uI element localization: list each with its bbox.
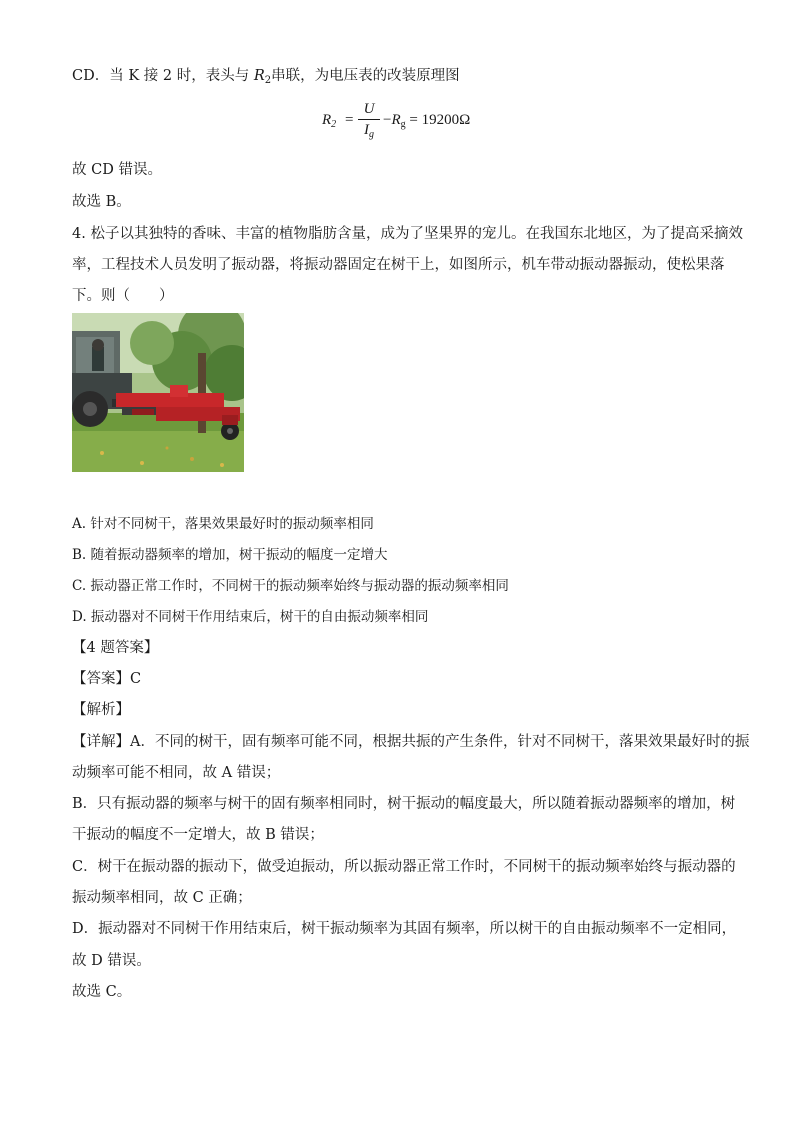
- analysis-heading: 【解析】: [72, 702, 130, 718]
- option-a: A. 针对不同树干，落果效果最好时的振动频率相同: [72, 516, 374, 532]
- question-line-3: 下。则（ ）: [72, 288, 174, 304]
- detail-line-4: 干振动的幅度不一定增大，故 B 错误；: [72, 827, 324, 843]
- cd-explanation-line: [72, 66, 460, 91]
- option-c: C. 振动器正常工作时，不同树干的振动频率始终与振动器的振动频率相同: [72, 578, 509, 594]
- detail-line-8: 故 D 错误。: [72, 953, 151, 969]
- detail-line-6: 振动频率相同，故 C 正确；: [72, 890, 252, 906]
- detail-line-3: B．只有振动器的频率与树干的固有频率相同时，树干振动的幅度最大，所以随着振动器频率的增加，树: [72, 796, 736, 812]
- detail-line-5: C．树干在振动器的振动下，做受迫振动，所以振动器正常工作时，不同树干的振动频率始终与振动器的: [72, 859, 736, 875]
- question-line-1: 4. 松子以其独特的香味、丰富的植物脂肪含量，成为了坚果界的宠儿。在我国东北地区，为了提高采摘效: [72, 226, 743, 242]
- option-b: B. 随着振动器频率的增加，树干振动的幅度一定增大: [72, 547, 388, 563]
- formula-fraction: [358, 100, 380, 144]
- formula-remainder: $-R_g = 19200\Omega$: [383, 112, 471, 130]
- cd-text-post: 串联，为电压表的改装原理图: [271, 68, 460, 84]
- detail-line-2: 动频率可能不相同，故 A 错误；: [72, 765, 281, 781]
- fraction-numerator: U: [363, 101, 375, 117]
- tractor-tree-shaker-image: [72, 313, 244, 472]
- r2-formula: [322, 100, 482, 146]
- fraction-denominator: $I_g$: [364, 122, 374, 140]
- cd-text-pre: CD．当 K 接 2 时，表头与: [72, 68, 254, 84]
- answer-line: 【答案】C: [72, 671, 142, 687]
- final-choose-line: 故选 C。: [72, 984, 132, 1000]
- formula-lhs: $R_2$: [322, 112, 337, 130]
- r-subscript: 2: [264, 75, 272, 86]
- tree-shaker-photo: [72, 313, 244, 472]
- cd-wrong-line: 故 CD 错误。: [72, 162, 162, 178]
- fraction-bar: [358, 119, 380, 120]
- formula-equals: =: [345, 112, 354, 128]
- answer-heading: 【4 题答案】: [72, 640, 159, 656]
- detail-line-7: D．振动器对不同树干作用结束后，树干振动频率为其固有频率，所以树干的自由振动频率不一定相同，: [72, 921, 737, 937]
- prev-choose-line: 故选 B。: [72, 194, 131, 210]
- question-line-2: 率，工程技术人员发明了振动器，将振动器固定在树干上，如图所示，机车带动振动器振动，使松果落: [72, 257, 725, 273]
- option-d: D. 振动器对不同树干作用结束后，树干的自由振动频率相同: [72, 609, 429, 625]
- detail-line-1: 【详解】A．不同的树干，固有频率可能不同，根据共振的产生条件，针对不同树干，落果效果最好时的振: [72, 734, 750, 750]
- r-symbol: R: [253, 68, 265, 84]
